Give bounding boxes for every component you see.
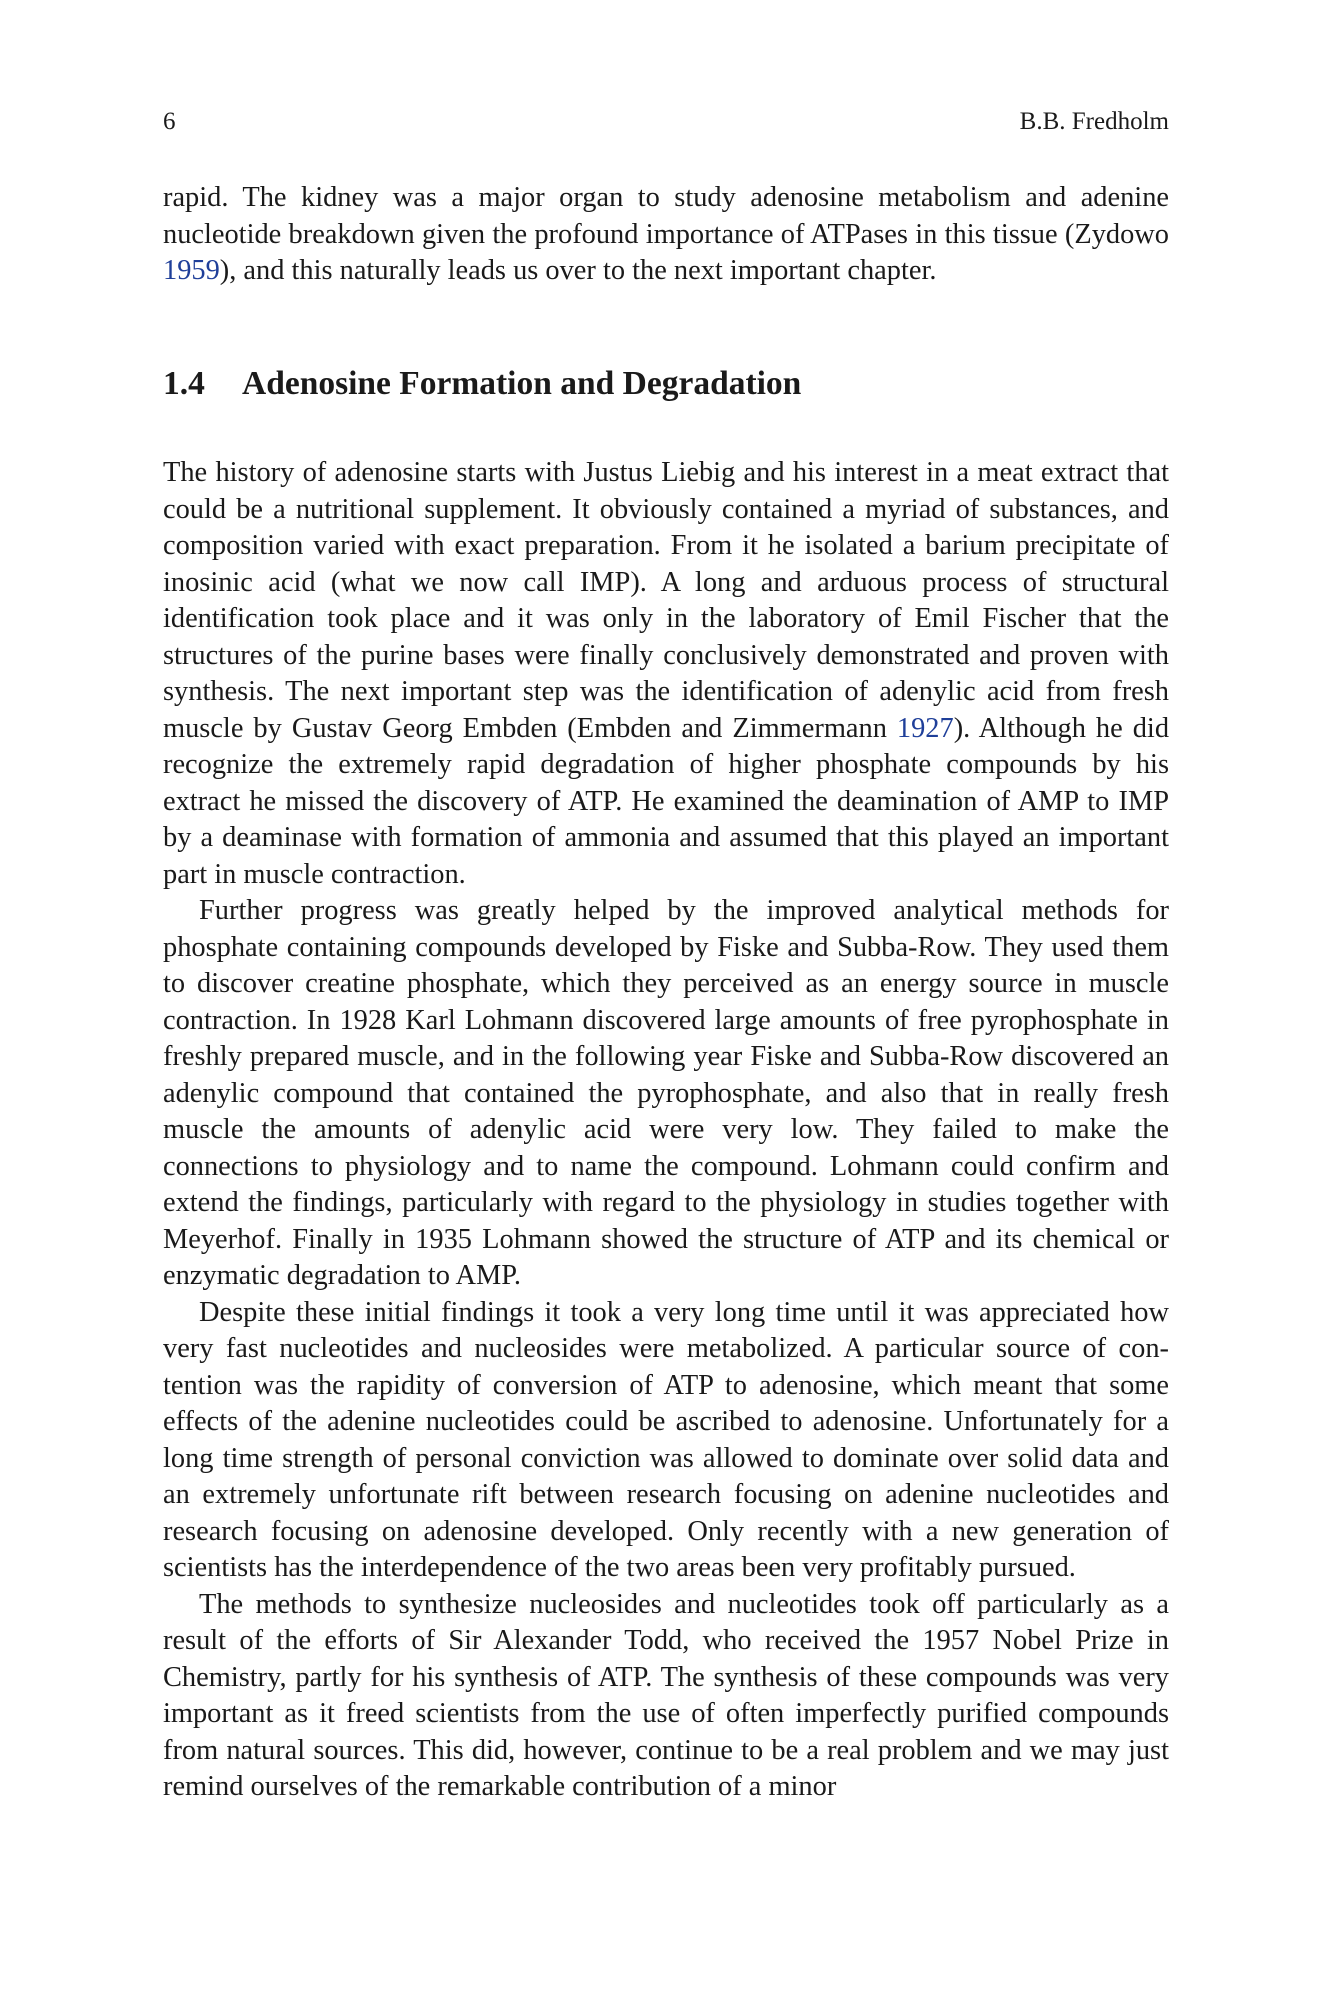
section-number: 1.4 [163, 365, 205, 402]
section-heading [163, 362, 1169, 406]
paragraph-2: Further progress was greatly helped by the improved analytical methods for phosphate containing compounds developed by Fiske and Subba-Row. They used them to discover creatine phosphate, which they perceived as an energy source in muscle contraction. In 1928 Karl Lohmann discovered large amounts of free pyrophosphate in freshly prepared muscle, and in the following year Fiske and Subba-Row discovered an adenylic compound that contained the pyrophosphate, and also that in really fresh muscle the amounts of adenylic acid were very low. They failed to make the connections to physiology and to name the compound. Lohmann could confirm and extend the findings, particularly with regard to the physiology in studies together with Meyerhof. Finally in 1935 Lohmann showed the structure of ATP and its chemical or enzymatic degradation to AMP. [163, 895, 1169, 1291]
paragraph-1-start: The history of adenosine starts with Justus Liebig and his interest in a meat extract that could be a nutritional supplement. It obviously contained a myriad of substances, and composition varied with exact preparation. From it he isolated a barium precipitate of inosinic acid (what we now call IMP). A long and arduous process of structural identification took place and it was only in the laboratory of Emil Fischer that the structures of the purine bases were finally conclusively demonstrated and proven with synthesis. The next important step was the identification of adenylic acid from fresh muscle by Gustav Georg Embden (Embden and Zimmermann [163, 457, 1169, 744]
running-head-author: B.B. Fredholm [1019, 108, 1169, 135]
paragraph-4: The methods to synthesize nucleosides and nucleotides took off particularly as a result of the efforts of Sir Alexander Todd, who received the 1957 Nobel Prize in Chemistry, partly for his synthesis of ATP. The synthesis of these compounds was very important as it freed scientists from the use of often imperfectly purified compounds from natural sources. This did, however, continue to be a real problem and we may just remind ourselves of the remarkable contribution of a minor [163, 1588, 1169, 1802]
section-body [163, 455, 1169, 1806]
section-title: Adenosine Formation and Degradation [242, 365, 802, 402]
intro-text-end: ), and this naturally leads us over to the next important chapter. [219, 255, 937, 286]
running-head [163, 106, 1169, 138]
paragraph-1 [163, 455, 1169, 893]
intro-paragraph [163, 180, 1169, 290]
paragraph-1-end: ). Although he did recognize the extremely rapid degradation of higher phosphate compounds by his extract he missed the discovery of ATP. He examined the deamination of AMP to IMP by a deaminase with formation of ammonia and assumed that this played an important part in muscle contraction. [163, 712, 1170, 890]
citation-link-zydowo-1959[interactable]: 1959 [163, 255, 220, 286]
page-number: 6 [163, 108, 176, 135]
paragraph-3: Despite these initial findings it took a very long time until it was appreciated how very fast nucleotides and nucleosides were metabolized. A particular source of contention was the rapidity of conversion of ATP to adenosine, which meant that some effects of the adenine nucleotides could be ascribed to adenosine. Unfortunately for a long time strength of personal conviction was allowed to dominate over solid data and an extremely unfortunate rift between research focusing on adenine nucleotides and research focusing on adenosine developed. Only recently with a new generation of scientists has the interdependence of the two areas been very profitably pursued. [163, 1296, 1169, 1583]
intro-text-start: rapid. The kidney was a major organ to study adenosine metabolism and adenine nucleotide breakdown given the profound importance of ATPases in this tissue (Zydowo [163, 182, 1169, 250]
citation-link-embden-1927[interactable]: 1927 [896, 712, 954, 744]
